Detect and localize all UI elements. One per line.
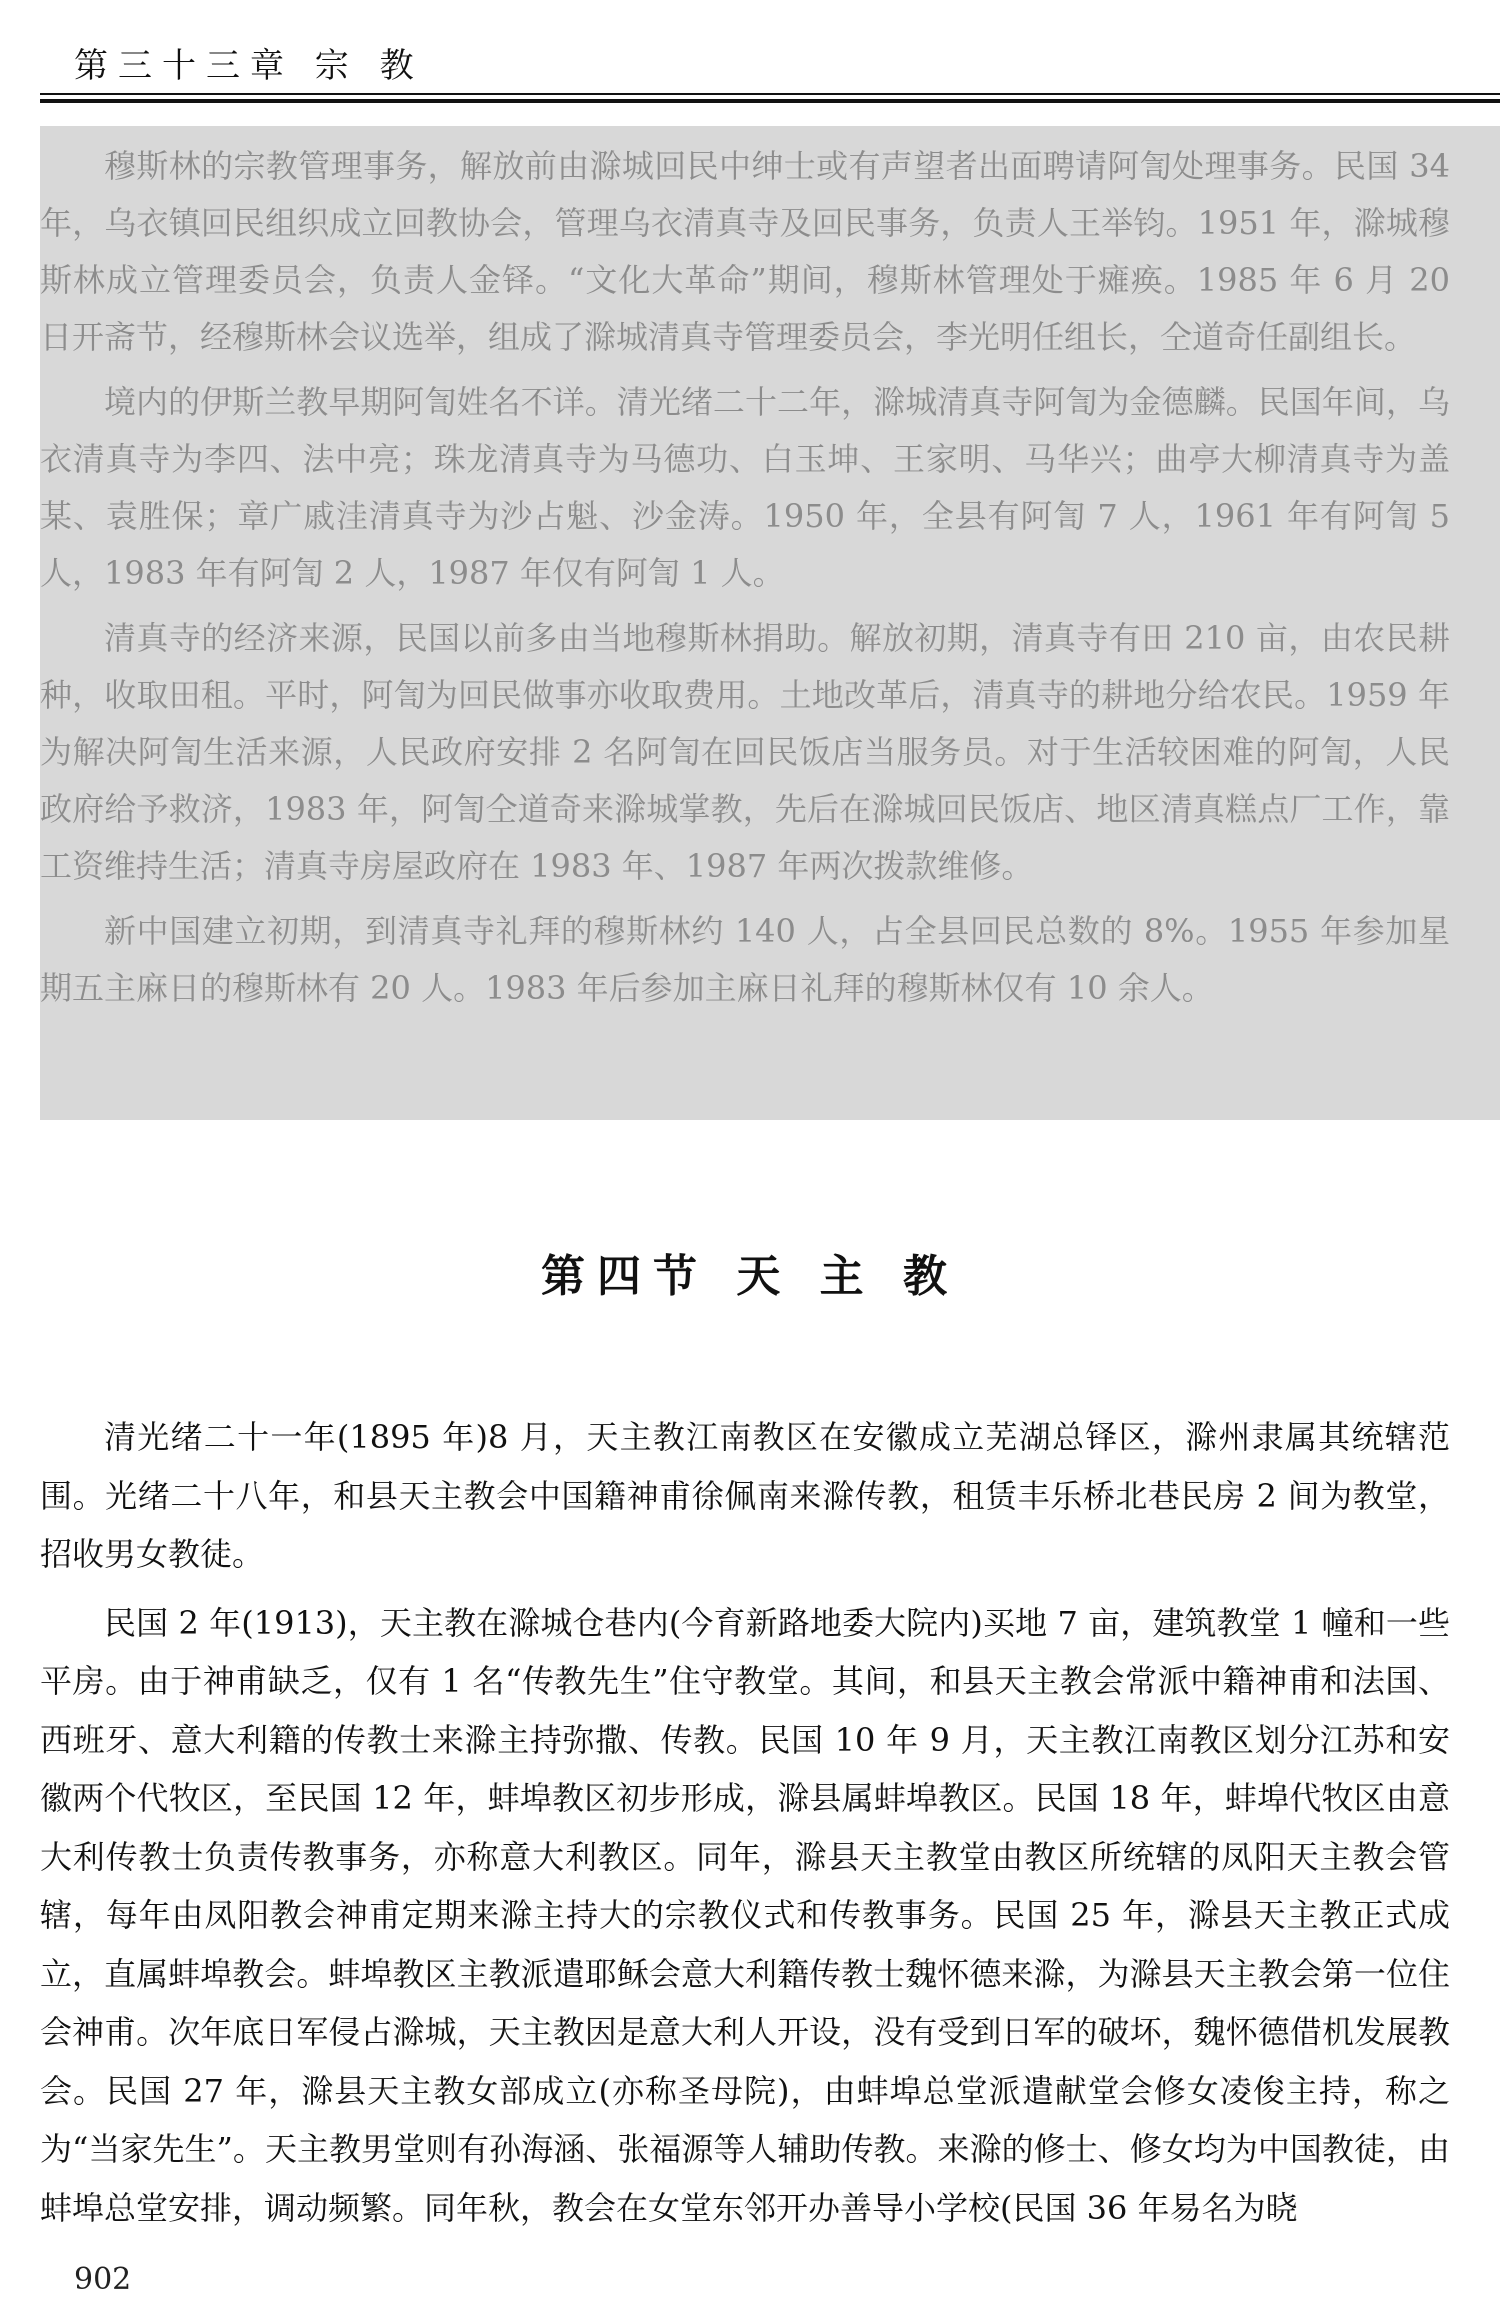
shaded-paragraph: 清真寺的经济来源，民国以前多由当地穆斯林捐助。解放初期，清真寺有田 210 亩，由农民耕种，收取田租。平时，阿訇为回民做事亦收取费用。土地改革后，清真寺的耕地分给农民。1959 年为解决阿訇生活来源，人民政府安排 2 名阿訇在回民饭店当服务员。对于生活较困难的阿訇，人民政府给予救济，1983 年，阿訇仝道奇来滁城掌教，先后在滁城回民饭店、地区清真糕点厂工作，靠工资维持生活；清真寺房屋政府在 1983 年、1987 年两次拨款维修。: [40, 619, 1450, 885]
header-rule-thick: [40, 99, 1500, 103]
running-header: 第三十三章 宗 教: [74, 46, 424, 86]
body-paragraph: 清光绪二十一年(1895 年)8 月，天主教江南教区在安徽成立芜湖总铎区，滁州隶属其统辖范围。光绪二十八年，和县天主教会中国籍神甫徐佩南来滁传教，租赁丰乐桥北巷民房 2 间为教堂，招收男女教徒。: [40, 1418, 1450, 1573]
shaded-paragraph: 穆斯林的宗教管理事务，解放前由滁城回民中绅士或有声望者出面聘请阿訇处理事务。民国 34 年，乌衣镇回民组织成立回教协会，管理乌衣清真寺及回民事务，负责人王举钧。1951 年，滁城穆斯林成立管理委员会，负责人金铎。“文化大革命”期间，穆斯林管理处于瘫痪。1985 年 6 月 20 日开斋节，经穆斯林会议选举，组成了滁城清真寺管理委员会，李光明任组长，仝道奇任副组长。: [40, 147, 1450, 356]
shaded-paragraph: 境内的伊斯兰教早期阿訇姓名不详。清光绪二十二年，滁城清真寺阿訇为金德麟。民国年间，乌衣清真寺为李四、法中亮；珠龙清真寺为马德功、白玉坤、王家明、马华兴；曲亭大柳清真寺为盖某、袁胜保；章广戚洼清真寺为沙占魁、沙金涛。1950 年，全县有阿訇 7 人，1961 年有阿訇 5 人，1983 年有阿訇 2 人，1987 年仅有阿訇 1 人。: [40, 383, 1450, 592]
header-rule-thin: [40, 93, 1500, 95]
body-text-block: [40, 1408, 1450, 2247]
body-paragraph: 民国 2 年(1913)，天主教在滁城仓巷内(今育新路地委大院内)买地 7 亩，建筑教堂 1 幢和一些平房。由于神甫缺乏，仅有 1 名“传教先生”住守教堂。其间，和县天主教会常派中籍神甫和法国、西班牙、意大利籍的传教士来滁主持弥撒、传教。民国 10 年 9 月，天主教江南教区划分江苏和安徽两个代牧区，至民国 12 年，蚌埠教区初步形成，滁县属蚌埠教区。民国 18 年，蚌埠代牧区由意大利传教士负责传教事务，亦称意大利教区。同年，滁县天主教堂由教区所统辖的凤阳天主教会管辖，每年由凤阳教会神甫定期来滁主持大的宗教仪式和传教事务。民国 25 年，滁县天主教正式成立，直属蚌埠教会。蚌埠教区主教派遣耶稣会意大利籍传教士魏怀德来滁，为滁县天主教会第一位住会神甫。次年底日军侵占滁城，天主教因是意大利人开设，没有受到日军的破坏，魏怀德借机发展教会。民国 27 年，滁县天主教女部成立(亦称圣母院)，由蚌埠总堂派遣献堂会修女凌俊主持，称之为“当家先生”。天主教男堂则有孙海涵、张福源等人辅助传教。来滁的修士、修女均为中国教徒，由蚌埠总堂安排，调动频繁。同年秋，教会在女堂东邻开办善导小学校(民国 36 年易名为晓: [40, 1603, 1450, 2227]
page-number: 902: [74, 2262, 132, 2297]
shaded-paragraph: 新中国建立初期，到清真寺礼拜的穆斯林约 140 人，占全县回民总数的 8%。1955 年参加星期五主麻日的穆斯林有 20 人。1983 年后参加主麻日礼拜的穆斯林仅有 10 余人。: [40, 912, 1450, 1007]
section-title: 第四节 天 主 教: [541, 1250, 959, 1302]
shaded-text-block: [40, 138, 1450, 1025]
